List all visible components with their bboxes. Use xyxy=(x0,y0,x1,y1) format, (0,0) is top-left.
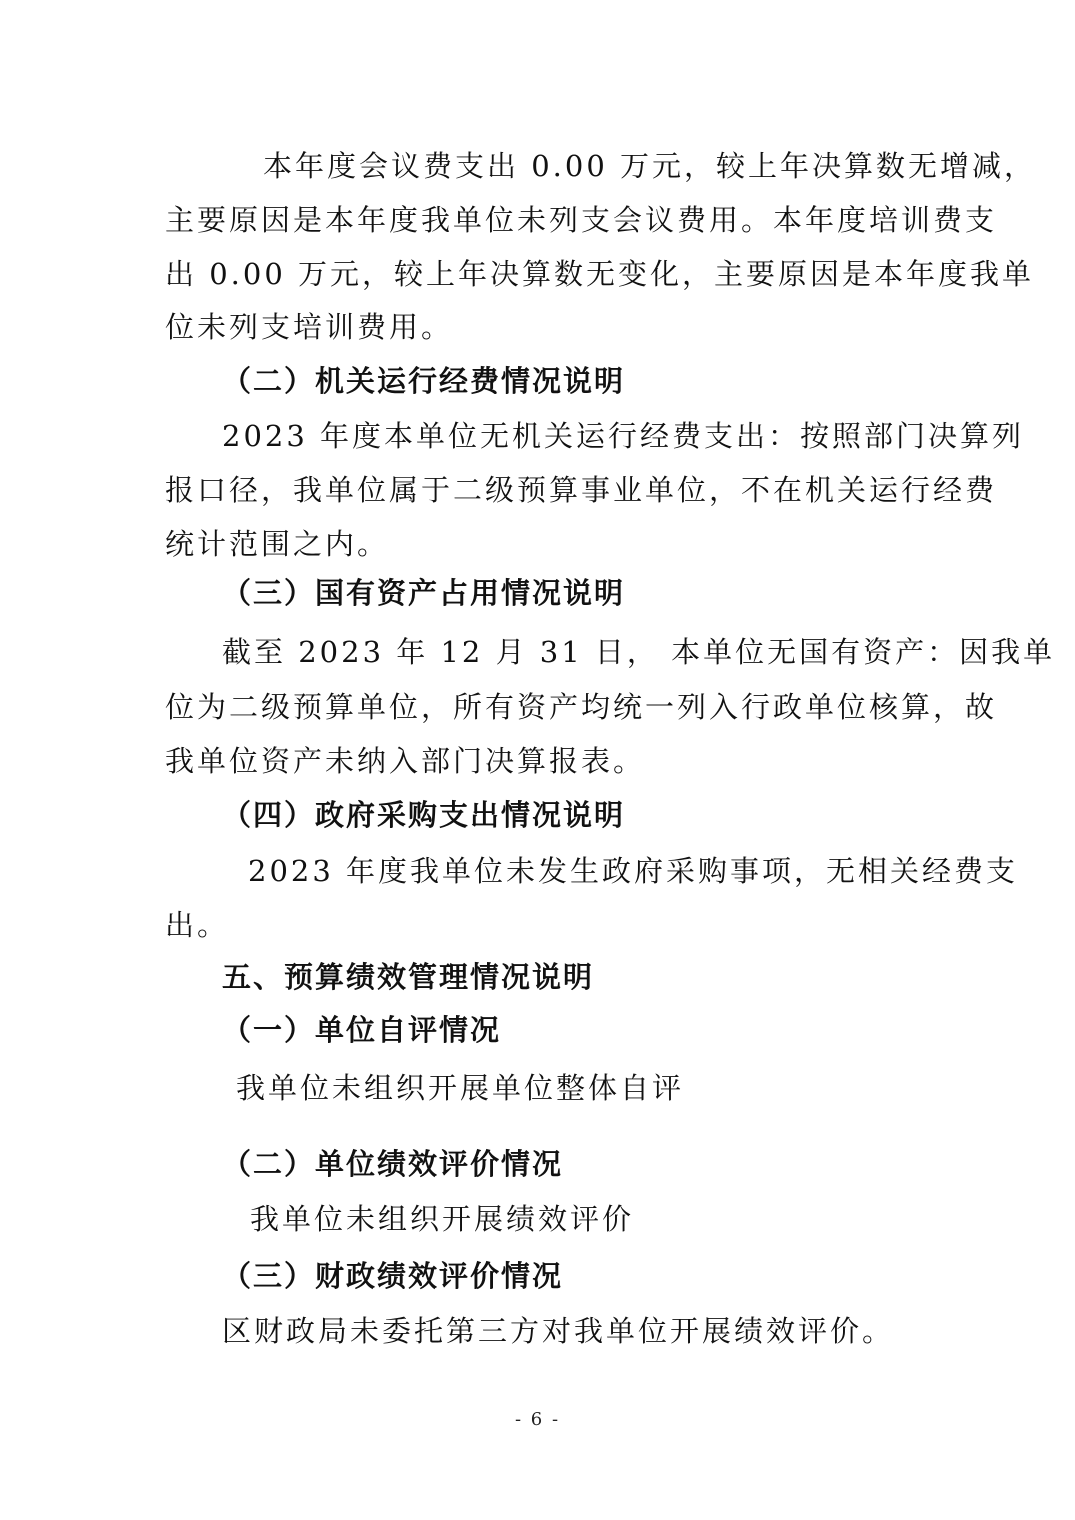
paragraph-line: 我单位未组织开展单位整体自评 xyxy=(236,1071,685,1105)
paragraph-line: 区财政局未委托第三方对我单位开展绩效评价。 xyxy=(222,1314,895,1348)
paragraph-line: 本年度会议费支出 0.00 万元，较上年决算数无增减， xyxy=(263,149,1037,183)
chapter-heading: 五、预算绩效管理情况说明 xyxy=(222,960,595,994)
paragraph-line: 统计范围之内。 xyxy=(165,527,390,561)
page-number: - 6 - xyxy=(514,1409,561,1430)
paragraph-line: 2023 年度本单位无机关运行经费支出：按照部门决算列 xyxy=(222,419,1025,453)
paragraph-line: 2023 年度我单位未发生政府采购事项，无相关经费支 xyxy=(248,854,1019,888)
paragraph-line: 出。 xyxy=(165,908,230,942)
paragraph-line: 位为二级预算单位，所有资产均统一列入行政单位核算，故 xyxy=(165,690,998,724)
section-heading: （三）财政绩效评价情况 xyxy=(222,1259,564,1293)
paragraph-line: 出 0.00 万元，较上年决算数无变化，主要原因是本年度我单 xyxy=(165,257,1035,291)
section-heading: （一）单位自评情况 xyxy=(222,1013,502,1047)
paragraph-line: 报口径，我单位属于二级预算事业单位，不在机关运行经费 xyxy=(165,473,998,507)
section-heading: （二）机关运行经费情况说明 xyxy=(222,364,626,398)
paragraph-line: 截至 2023 年 12 月 31 日， 本单位无国有资产：因我单 xyxy=(222,635,1056,669)
section-heading: （四）政府采购支出情况说明 xyxy=(222,798,626,832)
section-heading: （三）国有资产占用情况说明 xyxy=(222,576,626,610)
paragraph-line: 我单位未组织开展绩效评价 xyxy=(250,1202,635,1236)
section-heading: （二）单位绩效评价情况 xyxy=(222,1147,564,1181)
paragraph-line: 位未列支培训费用。 xyxy=(165,310,454,344)
paragraph-line: 主要原因是本年度我单位未列支会议费用。本年度培训费支 xyxy=(165,203,998,237)
paragraph-line: 我单位资产未纳入部门决算报表。 xyxy=(165,744,646,778)
